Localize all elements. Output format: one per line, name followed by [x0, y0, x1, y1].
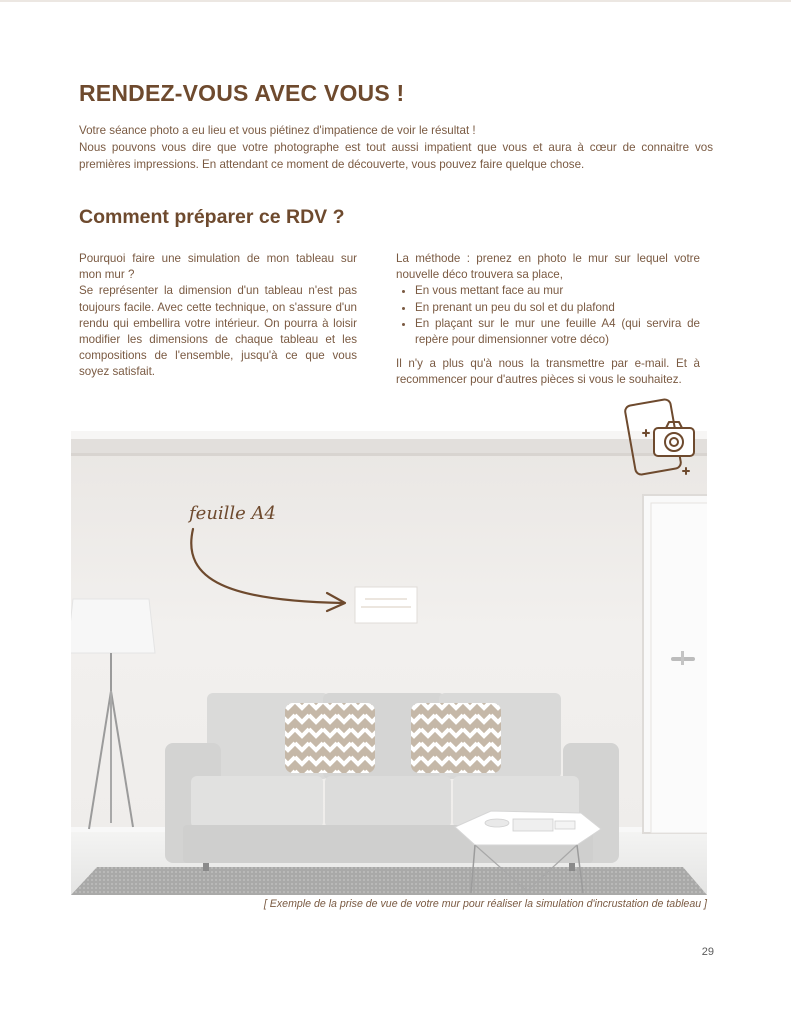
intro-text: [79, 122, 713, 173]
method-text: La méthode : prenez en photo le mur sur lequel votre nouvelle déco trouvera sa place,: [396, 252, 700, 282]
cushion-right: [411, 703, 501, 773]
cushion-left: [285, 703, 375, 773]
left-column: [79, 251, 357, 381]
list-item: • En plaçant sur le mur une feuille A4 (qui servira de repère pour dimensionner votre déco): [415, 316, 700, 348]
page-number: 29: [701, 946, 714, 958]
page-title: RENDEZ-VOUS AVEC VOUS !: [79, 80, 405, 106]
closing-text: Il n'y a plus qu'à nous la transmettre par e-mail. Et à recommencer pour d'autres pièces si vous le souhaitez.: [396, 357, 700, 387]
right-column: [396, 251, 700, 389]
door: [643, 495, 707, 833]
a4-sheet: [355, 587, 417, 623]
list-item: • En prenant un peu du sol et du plafond: [415, 300, 700, 316]
a4-annotation: feuille A4: [189, 503, 277, 524]
left-answer: Se représenter la dimension d'un tableau n'est pas toujours facile. Avec cette technique, on s'assure d'un rendu qui embellira votre intérieur. On pourra à loisir modifier les dimensions de chaque tableau et les compositions de l'ensemble, jusqu'à ce que vous soyez satisfait.: [79, 284, 357, 379]
section-title: Comment préparer ce RDV ?: [79, 206, 345, 228]
top-divider: [0, 0, 791, 2]
photo-caption: [ Exemple de la prise de vue de votre mur pour réaliser la simulation d'incrustation de tableau ]: [263, 898, 707, 910]
intro-line-1: Votre séance photo a eu lieu et vous piétinez d'impatience de voir le résultat !: [79, 124, 476, 137]
list-item: • En vous mettant face au mur: [415, 283, 700, 299]
rug: [71, 867, 707, 895]
method-list: [396, 283, 700, 348]
intro-line-2: Nous pouvons vous dire que votre photographe est tout aussi impatient que vous et aura à cœur de connaitre vos premières impressions. En attendant ce moment de découverte, vous pouvez faire quelque chose.: [79, 141, 713, 171]
living-room-photo: [71, 431, 707, 895]
left-question: Pourquoi faire une simulation de mon tableau sur mon mur ?: [79, 252, 357, 282]
phone-camera-icon: [620, 396, 700, 478]
